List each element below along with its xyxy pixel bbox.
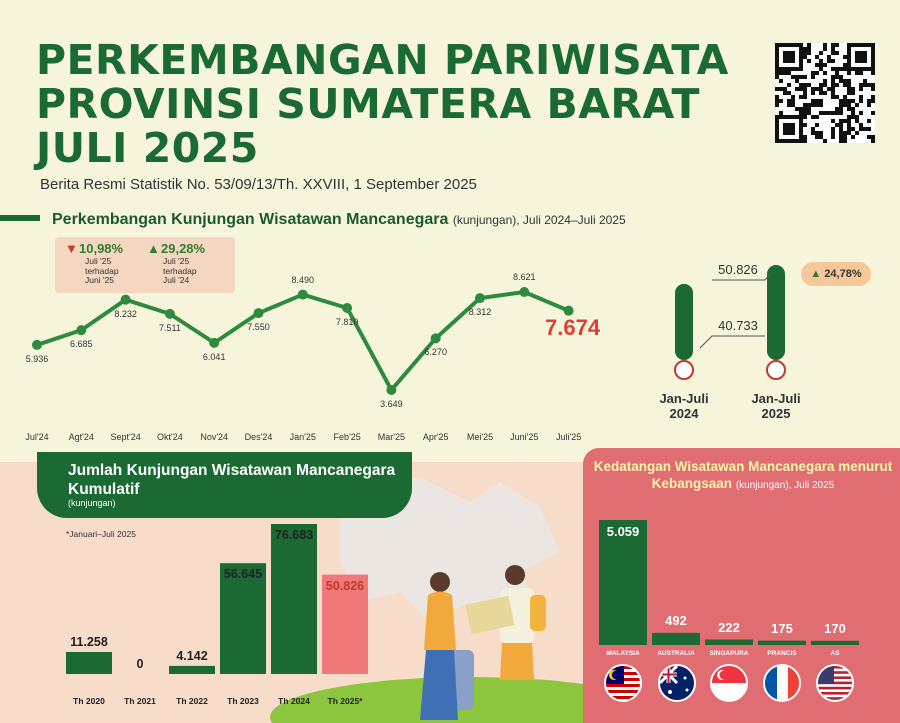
change-mom-caption-2: terhadap [85,265,119,276]
data-label: 7.511 [158,322,181,333]
x-tick-label: Nov'24 [200,432,229,442]
data-label: 8.621 [513,272,536,282]
data-label: 7.810 [335,316,359,327]
nationality-bar [811,641,859,645]
nationality-chart-title-main: Kedatangan Wisatawan Mancanegara menurut Kebangsaan [593,459,893,491]
ytd-value-label: 40.733 [718,318,758,333]
x-tick-label: Th 2022 [176,696,208,706]
usa-flag-icon [816,664,854,702]
singapore-flag-icon [710,664,748,702]
nationality-bar [705,640,753,645]
last-point-highlight-label: 7.674 [545,315,601,340]
up-triangle-icon: ▲ [147,241,160,256]
ytd-value-label: 50.826 [718,262,758,277]
bar-value-label: 492 [665,612,687,628]
bar-value-label: 175 [771,620,793,636]
bar-value-label: 4.142 [176,648,208,663]
cumulative-chart-title: Jumlah Kunjungan Wisatawan Mancanegara Kumulatif [68,462,396,498]
ytd-bar-year: 2024 [669,406,699,421]
change-yoy-value: 29,28% [161,241,206,256]
data-label: 6.685 [70,339,93,350]
x-tick-label: Th 2024 [278,696,310,706]
x-tick-label: Juli'25 [555,432,582,442]
bar-value-label: 76.683 [274,528,314,542]
x-tick-label: Th 2020 [73,696,105,706]
data-label: 6.041 [202,351,226,362]
data-label: 3.649 [380,399,403,409]
bar-value-label: 5.059 [606,524,640,539]
data-label: 7.550 [247,322,270,333]
x-tick-label: Juni'25 [510,432,539,442]
bar-value-label: 170 [824,620,846,636]
down-triangle-icon: ▼ [65,241,78,256]
country-label: AS [830,650,840,657]
country-label: AUSTRALIA [657,650,695,657]
x-tick-label: Feb'25 [333,432,361,442]
nationality-chart-title-suffix: (kunjungan), Juli 2025 [735,480,835,491]
ytd-bar-period: Jan-Juli [659,391,709,406]
change-yoy-caption-2: terhadap [163,265,197,276]
up-triangle-icon: ▲ [810,268,822,280]
nationality-bar [758,641,806,645]
cumulative-chart-subtitle: (kunjungan) [68,498,116,508]
bar-value-label: 56.645 [223,567,263,582]
bar-value-label: 0 [136,657,144,671]
country-label: SINGAPURA [709,650,749,657]
data-label: 5.936 [25,353,49,364]
x-tick-label: Mei'25 [466,432,494,442]
bar-value-label: 50.826 [325,578,365,593]
x-tick-label: Jan'25 [289,432,316,442]
ytd-growth-value: 24,78% [824,268,862,280]
bar-value-label: 11.258 [70,634,108,649]
bar-value-label: 222 [718,619,740,635]
page-subtitle: Berita Resmi Statistik No. 53/09/13/Th. XXVIII, 1 September 2025 [40,176,477,193]
x-tick-label: Th 2021 [124,696,156,706]
line-chart-title-suffix: (kunjungan), Juli 2024–Juli 2025 [452,213,626,227]
change-yoy-caption-1: Juli '25 [163,256,190,266]
ytd-bar-year: 2025 [761,406,791,421]
change-yoy-caption-3: Juli '24 [163,275,190,285]
data-label: 8.312 [468,307,492,318]
x-tick-label: Jul'24 [25,432,49,442]
country-label: MALAYSIA [606,650,640,657]
line-chart-title-main: Perkembangan Kunjungan Wisatawan Mancanegara [52,211,449,228]
australia-flag-icon [658,664,696,702]
data-label: 8.232 [114,308,137,319]
x-tick-label: Agt'24 [68,432,94,442]
x-tick-label: Apr'25 [422,432,449,442]
change-mom-value: 10,98% [79,241,124,256]
x-tick-label: Des'24 [244,432,273,442]
france-flag-icon [763,664,801,702]
country-label: PRANCIS [767,650,797,657]
x-tick-label: Th 2023 [227,696,259,706]
x-tick-label: Sept'24 [110,432,141,442]
x-tick-label: Mar'25 [377,432,406,442]
change-mom-caption-1: Juli '25 [85,256,112,266]
page-title: PERKEMBANGAN PARIWISATA PROVINSI SUMATERA BARAT JULI 2025 [36,36,729,172]
x-tick-label: Th 2025* [327,696,363,706]
data-label: 6.270 [424,347,447,358]
data-label: 8.490 [291,274,315,285]
cumulative-chart-note: *Januari–Juli 2025 [66,529,136,539]
change-mom-caption-3: Juni '25 [85,275,115,285]
x-tick-label: Okt'24 [157,432,183,442]
ytd-bar-period: Jan-Juli [751,391,801,406]
nationality-bar [652,633,700,645]
malaysia-flag-icon [604,664,642,702]
